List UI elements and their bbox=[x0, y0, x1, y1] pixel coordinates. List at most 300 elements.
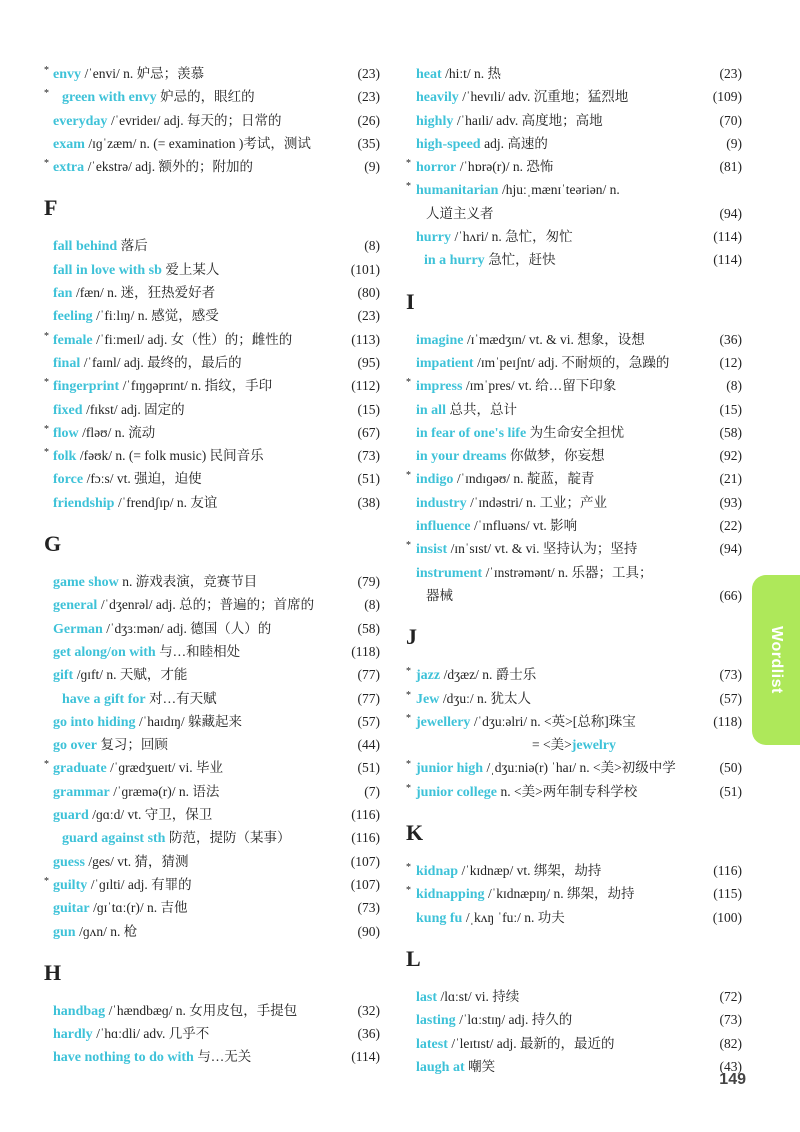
entry-page-ref: (92) bbox=[719, 448, 742, 464]
key-word-star-icon: * bbox=[44, 330, 49, 342]
entry-headword: force bbox=[53, 472, 84, 488]
entry-headword: hurry bbox=[416, 230, 451, 246]
entry-page-ref: (100) bbox=[712, 909, 742, 925]
word-entry bbox=[44, 109, 380, 132]
entry-headword: heat bbox=[416, 67, 442, 82]
key-word-star-icon: * bbox=[406, 540, 411, 552]
entry-definition: /ɪˈmædʒɪn/ vt. & vi. 想象，设想 bbox=[466, 331, 645, 347]
entry-definition: /hjuːˌmænɪˈteəriən/ n. bbox=[501, 182, 620, 198]
word-entry bbox=[406, 985, 742, 1008]
word-entry bbox=[44, 733, 380, 756]
key-word-star-icon: * bbox=[406, 885, 411, 897]
entry-page-ref: (51) bbox=[719, 783, 742, 799]
word-entry bbox=[406, 710, 742, 733]
word-entry bbox=[406, 178, 742, 201]
word-entry bbox=[406, 398, 742, 421]
key-word-star-icon: * bbox=[44, 88, 49, 100]
entry-page-ref: (82) bbox=[719, 1035, 742, 1051]
entry-page-ref: (51) bbox=[357, 471, 380, 487]
entry-definition: 嘲笑 bbox=[468, 1058, 496, 1074]
entry-page-ref: (73) bbox=[357, 900, 380, 916]
wordlist-tab-label: Wordlist bbox=[768, 626, 785, 694]
word-entry bbox=[44, 491, 380, 514]
word-entry bbox=[406, 1008, 742, 1031]
entry-definition: /ˈhɑːdli/ adv. 几乎不 bbox=[96, 1026, 210, 1042]
word-entry bbox=[406, 687, 742, 710]
entry-page-ref: (114) bbox=[713, 229, 742, 245]
entry-page-ref: (73) bbox=[719, 667, 742, 683]
entry-definition: /ˈɡɪlti/ adj. 有罪的 bbox=[90, 876, 192, 892]
right-column bbox=[406, 62, 742, 1078]
entry-definition: 器械 bbox=[426, 587, 453, 603]
entry-definition: /ˌkʌŋ ˈfuː/ n. 功夫 bbox=[465, 909, 565, 925]
entry-headword: go into hiding bbox=[53, 714, 136, 730]
word-entry bbox=[406, 1032, 742, 1055]
entry-page-ref: (77) bbox=[357, 690, 380, 706]
word-entry bbox=[44, 873, 380, 896]
entry-page-ref: (9) bbox=[364, 159, 380, 175]
entry-headword: hardly bbox=[53, 1027, 93, 1043]
entry-page-ref: (38) bbox=[357, 494, 380, 510]
entry-headword: guard against sth bbox=[62, 831, 166, 847]
entry-page-ref: (116) bbox=[351, 830, 380, 846]
word-entry bbox=[44, 593, 380, 616]
entry-headword: grammar bbox=[53, 784, 110, 800]
entry-headword: kidnap bbox=[416, 864, 459, 880]
entry-page-ref: (44) bbox=[357, 737, 380, 753]
key-word-star-icon: * bbox=[44, 423, 49, 435]
entry-definition: /ˈfiːmeɪl/ adj. 女（性）的；雌性的 bbox=[96, 331, 293, 347]
entry-headword: guilty bbox=[53, 877, 88, 893]
word-entry bbox=[44, 444, 380, 467]
entry-definition: /ɡɑːd/ vt. 守卫，保卫 bbox=[92, 807, 213, 823]
word-entry bbox=[44, 351, 380, 374]
word-entry bbox=[44, 850, 380, 873]
entry-definition: /ˈkɪdnæpɪŋ/ n. 绑架，劫持 bbox=[488, 886, 635, 902]
entry-definition: /ˈhaɪli/ adv. 高度地；高地 bbox=[456, 112, 603, 128]
entry-page-ref: (114) bbox=[351, 1049, 380, 1065]
entry-page-ref: (93) bbox=[719, 494, 742, 510]
entry-page-ref: (116) bbox=[351, 807, 380, 823]
entry-headword: in all bbox=[416, 402, 446, 418]
entry-definition: 爱上某人 bbox=[165, 261, 220, 277]
entry-page-ref: (95) bbox=[357, 354, 380, 370]
entry-page-ref: (94) bbox=[719, 541, 742, 557]
word-entry bbox=[44, 640, 380, 663]
entry-definition: /ˈhevɪli/ adv. 沉重地；猛烈地 bbox=[462, 89, 629, 105]
entry-page-ref: (36) bbox=[719, 331, 742, 347]
word-entry bbox=[406, 537, 742, 560]
word-entry bbox=[44, 617, 380, 640]
entry-page-ref: (22) bbox=[719, 518, 742, 534]
entry-definition: /ges/ vt. 猜，猜测 bbox=[88, 853, 189, 869]
word-entry bbox=[406, 882, 742, 905]
entry-definition: 为生命安全担忧 bbox=[529, 424, 625, 440]
entry-definition: /fləʊ/ n. 流动 bbox=[82, 424, 156, 440]
entry-page-ref: (7) bbox=[364, 783, 380, 799]
entry-headword: general bbox=[53, 598, 98, 614]
entry-page-ref: (23) bbox=[357, 89, 380, 105]
entry-definition: /dʒæz/ n. 爵士乐 bbox=[443, 667, 537, 683]
entry-definition: /ˈɪndəstri/ n. 工业；产业 bbox=[470, 494, 607, 510]
entry-definition: /ˈfiːlɪŋ/ n. 感觉，感受 bbox=[96, 308, 219, 324]
word-entry bbox=[44, 421, 380, 444]
entry-headword: industry bbox=[416, 495, 467, 511]
word-entry bbox=[44, 328, 380, 351]
section-letter: H bbox=[44, 959, 62, 985]
section-letter: L bbox=[406, 945, 421, 971]
word-entry bbox=[44, 999, 380, 1022]
entry-headword: everyday bbox=[53, 113, 108, 129]
entry-page-ref: (67) bbox=[357, 424, 380, 440]
entry-definition: 复习；回顾 bbox=[100, 737, 168, 753]
key-word-star-icon: * bbox=[406, 377, 411, 389]
entry-definition: 你做梦，你妄想 bbox=[510, 448, 605, 464]
entry-definition: 人道主义者 bbox=[426, 205, 494, 221]
word-entry bbox=[406, 132, 742, 155]
entry-headword: envy bbox=[53, 67, 81, 82]
entry-page-ref: (57) bbox=[357, 713, 380, 729]
word-entry bbox=[406, 467, 742, 490]
entry-continuation bbox=[406, 584, 742, 607]
entry-page-ref: (23) bbox=[719, 66, 742, 81]
entry-headword: gun bbox=[53, 924, 76, 940]
entry-page-ref: (118) bbox=[351, 643, 380, 659]
entry-page-ref: (15) bbox=[719, 401, 742, 417]
entry-headword: impress bbox=[416, 379, 463, 395]
entry-variant-prefix: = <美> bbox=[531, 737, 572, 753]
entry-headword: female bbox=[53, 332, 93, 348]
wordlist-tab bbox=[752, 575, 800, 745]
entry-page-ref: (80) bbox=[357, 285, 380, 301]
page-number: 149 bbox=[719, 1071, 746, 1088]
entry-headword: lasting bbox=[416, 1013, 456, 1029]
entry-headword: gift bbox=[53, 668, 74, 684]
entry-page-ref: (36) bbox=[357, 1026, 380, 1042]
entry-definition: /fæn/ n. 迷，狂热爱好者 bbox=[75, 285, 216, 301]
entry-definition: 对…有天赋 bbox=[149, 690, 217, 706]
entry-headword: in your dreams bbox=[416, 449, 507, 465]
entry-definition: /ˈlɑːstɪŋ/ adj. 持久的 bbox=[459, 1012, 573, 1028]
entry-definition: /ˈhʌri/ n. 急忙，匆忙 bbox=[454, 229, 573, 245]
entry-page-ref: (15) bbox=[357, 401, 380, 417]
entry-definition: /ɡʌn/ n. 枪 bbox=[79, 923, 138, 939]
key-word-star-icon: * bbox=[406, 862, 411, 874]
word-entry bbox=[44, 756, 380, 779]
word-entry bbox=[406, 109, 742, 132]
entry-page-ref: (72) bbox=[719, 988, 742, 1004]
entry-page-ref: (115) bbox=[713, 886, 742, 902]
entry-page-ref: (26) bbox=[357, 112, 380, 128]
entry-headword: instrument bbox=[416, 565, 483, 581]
entry-definition: /ɡɪft/ n. 天赋，才能 bbox=[76, 667, 188, 683]
word-entry bbox=[406, 491, 742, 514]
word-entry bbox=[406, 225, 742, 248]
entry-headword: fingerprint bbox=[53, 379, 120, 395]
entry-headword: game show bbox=[53, 575, 119, 591]
entry-page-ref: (21) bbox=[719, 471, 742, 487]
entry-definition: /dʒuː/ n. 犹太人 bbox=[442, 690, 531, 706]
word-entry bbox=[406, 444, 742, 467]
entry-headword: junior high bbox=[416, 761, 484, 777]
entry-headword: go over bbox=[53, 738, 97, 754]
entry-headword: last bbox=[416, 989, 437, 1005]
entry-definition: /ˈɪnstrəmənt/ n. 乐器；工具； bbox=[485, 564, 653, 580]
word-entry bbox=[44, 304, 380, 327]
section-letter: I bbox=[406, 288, 415, 314]
entry-definition: 落后 bbox=[120, 238, 148, 254]
entry-headword: get along/on with bbox=[53, 644, 156, 660]
entry-definition: n. <美>两年制专科学校 bbox=[500, 783, 638, 799]
key-word-star-icon: * bbox=[406, 158, 411, 170]
entry-headword: kidnapping bbox=[416, 887, 485, 903]
entry-definition: /ˌdʒuːniə(r) ˈhaɪ/ n. <美>初级中学 bbox=[486, 760, 676, 776]
entry-page-ref: (9) bbox=[726, 135, 742, 151]
entry-page-ref: (8) bbox=[364, 597, 380, 613]
entry-definition: /hiːt/ n. 热 bbox=[445, 66, 502, 81]
entry-headword: kung fu bbox=[416, 910, 463, 926]
entry-page-ref: (50) bbox=[719, 760, 742, 776]
word-entry bbox=[44, 85, 380, 108]
entry-definition: /fɔːs/ vt. 强迫，迫使 bbox=[86, 471, 202, 487]
left-column bbox=[44, 62, 380, 1069]
word-entry bbox=[406, 859, 742, 882]
entry-headword: humanitarian bbox=[416, 183, 499, 199]
entry-definition: /ˈɡrædʒueɪt/ vi. 毕业 bbox=[110, 760, 224, 776]
entry-definition: /ˈfrendʃɪp/ n. 友谊 bbox=[117, 494, 218, 510]
entry-headword: friendship bbox=[53, 495, 115, 511]
entry-page-ref: (73) bbox=[719, 1012, 742, 1028]
entry-definition: n. 游戏表演，竞赛节目 bbox=[122, 574, 258, 590]
entry-page-ref: (8) bbox=[364, 238, 380, 254]
entry-page-ref: (8) bbox=[726, 378, 742, 394]
word-entry bbox=[406, 1055, 742, 1078]
entry-page-ref: (94) bbox=[719, 205, 742, 221]
entry-page-ref: (79) bbox=[357, 574, 380, 590]
entry-headword: imagine bbox=[416, 332, 464, 348]
entry-definition: /ˈenvi/ n. 妒忌；羡慕 bbox=[84, 66, 205, 81]
word-entry bbox=[406, 780, 742, 803]
entry-page-ref: (58) bbox=[719, 424, 742, 440]
entry-definition: 与…无关 bbox=[197, 1049, 252, 1065]
entry-definition: /ˈfaɪnl/ adj. 最终的，最后的 bbox=[83, 354, 242, 370]
word-entry bbox=[44, 155, 380, 178]
entry-headword: impatient bbox=[416, 355, 474, 371]
entry-continuation bbox=[406, 202, 742, 225]
word-entry bbox=[44, 398, 380, 421]
key-word-star-icon: * bbox=[406, 181, 411, 193]
word-entry bbox=[406, 351, 742, 374]
entry-page-ref: (23) bbox=[357, 308, 380, 324]
entry-definition: /ˈdʒenrəl/ adj. 总的；普遍的；首席的 bbox=[100, 597, 315, 613]
section-letter: J bbox=[406, 624, 417, 650]
word-entry bbox=[44, 281, 380, 304]
entry-definition: 急忙，赶快 bbox=[488, 252, 556, 268]
entry-definition: adj. 高速的 bbox=[484, 135, 548, 151]
entry-definition: /ˈkɪdnæp/ vt. 绑架，劫持 bbox=[461, 863, 602, 879]
entry-headword: guess bbox=[53, 854, 85, 870]
entry-page-ref: (23) bbox=[357, 66, 380, 81]
key-word-star-icon: * bbox=[406, 712, 411, 724]
entry-headword: latest bbox=[416, 1036, 448, 1052]
entry-headword: flow bbox=[53, 425, 79, 441]
entry-page-ref: (32) bbox=[357, 1002, 380, 1018]
entry-variant bbox=[406, 733, 742, 756]
word-entry bbox=[406, 906, 742, 929]
word-entry bbox=[44, 62, 380, 85]
entry-headword: high-speed bbox=[416, 136, 481, 152]
key-word-star-icon: * bbox=[44, 875, 49, 887]
entry-definition: 总共，总计 bbox=[449, 401, 517, 417]
entry-headword: influence bbox=[416, 519, 471, 535]
word-entry bbox=[44, 710, 380, 733]
entry-definition: /ɡɪˈtɑː(r)/ n. 吉他 bbox=[93, 900, 188, 916]
word-entry bbox=[44, 1045, 380, 1068]
entry-definition: /ˈleɪtɪst/ adj. 最新的，最近的 bbox=[451, 1035, 615, 1051]
entry-page-ref: (109) bbox=[712, 89, 742, 105]
entry-headword: junior college bbox=[416, 784, 498, 800]
word-entry bbox=[44, 687, 380, 710]
entry-definition: /ˈevrideɪ/ adj. 每天的；日常的 bbox=[110, 112, 282, 128]
word-entry bbox=[44, 467, 380, 490]
entry-headword: jazz bbox=[416, 668, 441, 684]
entry-definition: /ɪmˈpres/ vt. 给…留下印象 bbox=[465, 378, 617, 394]
entry-headword: fixed bbox=[53, 402, 83, 418]
entry-definition: /ˈfɪŋɡəprɪnt/ n. 指纹，手印 bbox=[122, 378, 273, 394]
entry-page-ref: (114) bbox=[713, 252, 742, 268]
entry-definition: /fɪkst/ adj. 固定的 bbox=[86, 401, 185, 417]
entry-headword: folk bbox=[53, 449, 77, 465]
entry-definition: /ˈhændbæɡ/ n. 女用皮包，手提包 bbox=[108, 1002, 298, 1018]
entry-definition: 与…和睦相处 bbox=[159, 643, 241, 659]
entry-headword: insist bbox=[416, 542, 448, 558]
key-word-star-icon: * bbox=[44, 158, 49, 170]
entry-headword: fall behind bbox=[53, 239, 118, 255]
entry-headword: extra bbox=[53, 160, 85, 176]
word-entry bbox=[406, 155, 742, 178]
entry-page-ref: (116) bbox=[713, 863, 742, 879]
entry-page-ref: (77) bbox=[357, 667, 380, 683]
word-entry bbox=[44, 258, 380, 281]
word-entry bbox=[406, 62, 742, 85]
entry-page-ref: (35) bbox=[357, 135, 380, 151]
key-word-star-icon: * bbox=[44, 65, 49, 76]
entry-headword: feeling bbox=[53, 309, 93, 325]
entry-headword: highly bbox=[416, 113, 454, 129]
word-entry bbox=[44, 132, 380, 155]
entry-page-ref: (70) bbox=[719, 112, 742, 128]
word-entry bbox=[406, 328, 742, 351]
entry-page-ref: (73) bbox=[357, 448, 380, 464]
entry-headword: indigo bbox=[416, 472, 454, 488]
entry-definition: /fəʊk/ n. (= folk music) 民间音乐 bbox=[79, 448, 264, 464]
entry-definition: /ˈɡræmə(r)/ n. 语法 bbox=[113, 783, 220, 799]
entry-headword: laugh at bbox=[416, 1059, 465, 1075]
entry-headword: in fear of one's life bbox=[416, 425, 527, 441]
entry-headword: have nothing to do with bbox=[53, 1050, 194, 1066]
entry-headword: exam bbox=[53, 136, 85, 152]
entry-definition: /ˈɪnfluəns/ vt. 影响 bbox=[473, 518, 578, 534]
entry-page-ref: (12) bbox=[719, 354, 742, 370]
entry-page-ref: (58) bbox=[357, 620, 380, 636]
word-entry bbox=[44, 663, 380, 686]
entry-definition: 妒忌的，眼红的 bbox=[160, 89, 255, 105]
entry-headword: final bbox=[53, 355, 81, 371]
entry-definition: /ɪmˈpeɪʃnt/ adj. 不耐烦的，急躁的 bbox=[477, 354, 670, 370]
word-entry bbox=[44, 896, 380, 919]
section-letter: F bbox=[44, 195, 58, 221]
word-entry bbox=[44, 570, 380, 593]
entry-headword: guitar bbox=[53, 901, 90, 917]
entry-page-ref: (112) bbox=[351, 378, 380, 394]
entry-headword: jewellery bbox=[416, 714, 471, 730]
entry-definition: /ˈɪndɪɡəʊ/ n. 靛蓝，靛青 bbox=[456, 471, 595, 487]
word-entry bbox=[406, 248, 742, 271]
key-word-star-icon: * bbox=[406, 689, 411, 701]
word-entry bbox=[406, 85, 742, 108]
key-word-star-icon: * bbox=[406, 759, 411, 771]
word-entry bbox=[406, 374, 742, 397]
key-word-star-icon: * bbox=[406, 470, 411, 482]
word-entry bbox=[44, 374, 380, 397]
entry-definition: 防范，提防（某事） bbox=[168, 830, 291, 846]
entry-headword: have a gift for bbox=[62, 691, 146, 707]
entry-headword: in a hurry bbox=[424, 253, 485, 269]
entry-page-ref: (90) bbox=[357, 923, 380, 939]
entry-definition: /ˈhɒrə(r)/ n. 恐怖 bbox=[459, 159, 554, 175]
entry-definition: /lɑːst/ vi. 持续 bbox=[440, 988, 520, 1004]
section-letter: K bbox=[406, 820, 424, 846]
key-word-star-icon: * bbox=[44, 447, 49, 459]
entry-headword: handbag bbox=[53, 1003, 106, 1019]
key-word-star-icon: * bbox=[44, 377, 49, 389]
word-entry bbox=[44, 1022, 380, 1045]
key-word-star-icon: * bbox=[406, 782, 411, 794]
entry-headword: Jew bbox=[416, 691, 440, 707]
word-entry bbox=[406, 663, 742, 686]
entry-headword: green with envy bbox=[62, 90, 157, 106]
entry-definition: /ˈdʒɜːmən/ adj. 德国（人）的 bbox=[106, 620, 272, 636]
entry-page-ref: (118) bbox=[713, 713, 742, 729]
entry-page-ref: (107) bbox=[350, 876, 380, 892]
entry-headword: German bbox=[53, 621, 103, 637]
entry-page-ref: (57) bbox=[719, 690, 742, 706]
entry-headword: fan bbox=[53, 286, 73, 302]
word-entry bbox=[406, 561, 742, 584]
entry-headword: guard bbox=[53, 808, 89, 824]
word-entry bbox=[44, 234, 380, 257]
entry-definition: /ˈekstrə/ adj. 额外的；附加的 bbox=[87, 159, 253, 175]
entry-page-ref: (101) bbox=[350, 261, 380, 277]
word-entry bbox=[44, 780, 380, 803]
word-entry bbox=[44, 920, 380, 943]
entry-headword: graduate bbox=[53, 761, 107, 777]
entry-headword: jewelry bbox=[571, 738, 617, 754]
word-entry bbox=[406, 421, 742, 444]
entry-headword: heavily bbox=[416, 90, 459, 106]
entry-headword: fall in love with sb bbox=[53, 262, 162, 278]
entry-definition: /ɪnˈsɪst/ vt. & vi. 坚持认为；坚持 bbox=[450, 541, 638, 557]
section-letter: G bbox=[44, 531, 62, 557]
entry-page-ref: (113) bbox=[351, 331, 380, 347]
word-entry bbox=[44, 803, 380, 826]
entry-page-ref: (51) bbox=[357, 760, 380, 776]
word-entry bbox=[406, 756, 742, 779]
entry-page-ref: (43) bbox=[719, 1058, 742, 1074]
entry-headword: horror bbox=[416, 160, 457, 176]
entry-page-ref: (81) bbox=[719, 159, 742, 175]
entry-page-ref: (66) bbox=[719, 587, 742, 603]
